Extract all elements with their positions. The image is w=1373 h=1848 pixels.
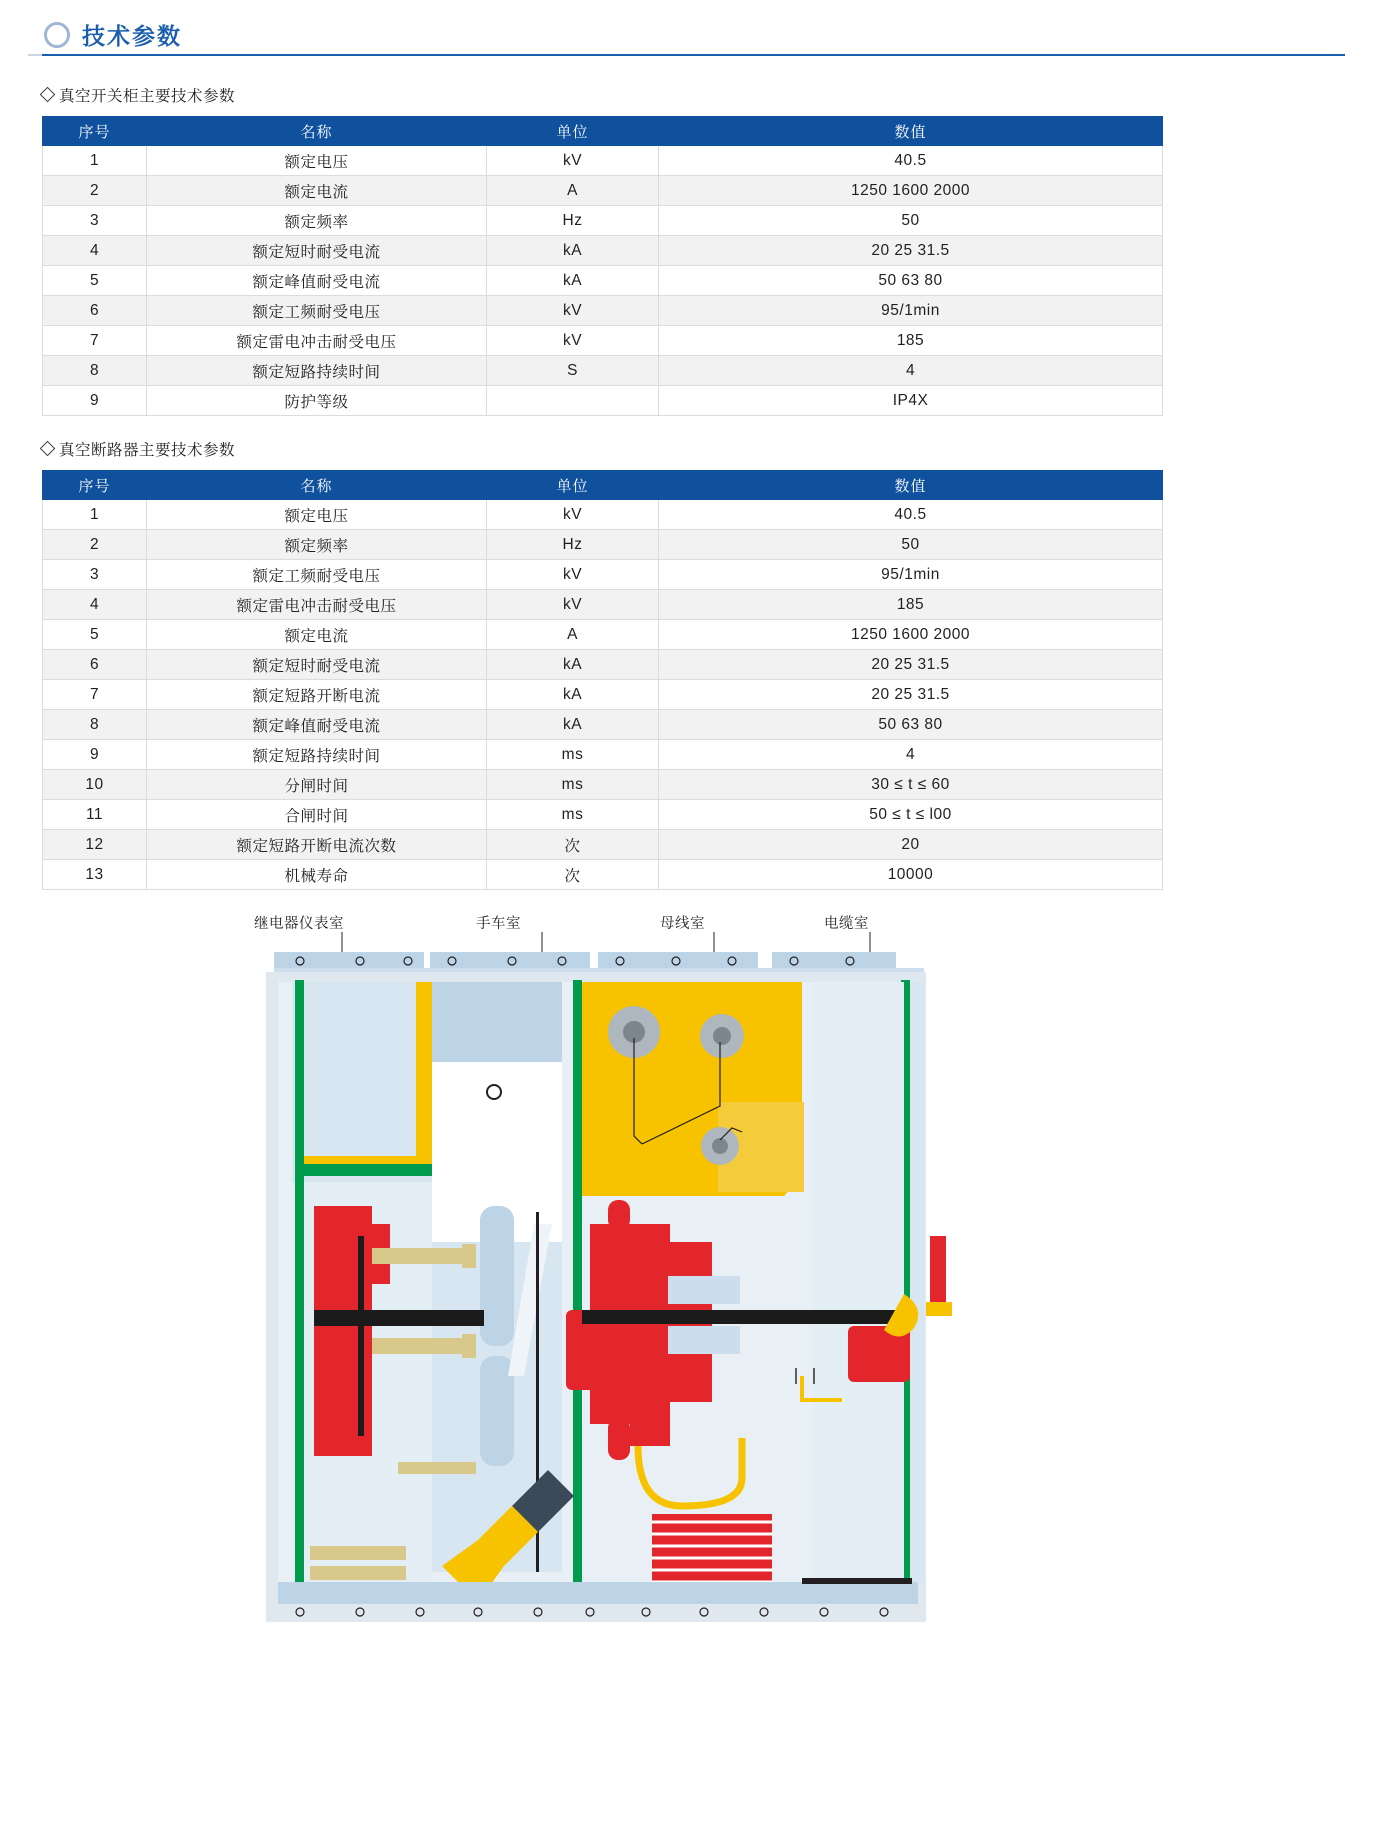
cell-unit: A: [487, 620, 659, 650]
cell-value: 50 63 80: [659, 710, 1163, 740]
cell-unit: ms: [487, 740, 659, 770]
cell-name: 分闸时间: [147, 770, 487, 800]
page-title: 技术参数: [82, 23, 182, 49]
cell-value: 1250 1600 2000: [659, 620, 1163, 650]
cell-value: 50 63 80: [659, 266, 1163, 296]
cell-name: 额定峰值耐受电流: [147, 710, 487, 740]
cell-no: 1: [43, 146, 147, 176]
cell-value: 4: [659, 356, 1163, 386]
column-header-no: 序号: [43, 471, 147, 500]
cabinet-svg: [42, 906, 1162, 1646]
cell-unit: [487, 386, 659, 416]
cell-value: 185: [659, 590, 1163, 620]
cell-unit: ms: [487, 800, 659, 830]
table-row: [43, 830, 1163, 860]
table-row: [43, 500, 1163, 530]
table-row: [43, 770, 1163, 800]
table-row: [43, 296, 1163, 326]
cell-value: 95/1min: [659, 560, 1163, 590]
cell-unit: kA: [487, 710, 659, 740]
cell-unit: Hz: [487, 206, 659, 236]
column-header-value: 数值: [659, 471, 1163, 500]
switchgear-cabinet-cutaway-diagram: [42, 906, 1162, 1646]
cell-name: 额定频率: [147, 206, 487, 236]
section-caption-text: 真空开关柜主要技术参数: [59, 88, 236, 105]
table-row: [43, 710, 1163, 740]
table-row: [43, 356, 1163, 386]
cell-no: 6: [43, 650, 147, 680]
table-row: [43, 206, 1163, 236]
cell-no: 3: [43, 206, 147, 236]
table-row: [43, 680, 1163, 710]
diamond-bullet-icon: [40, 86, 56, 102]
cell-unit: 次: [487, 860, 659, 890]
header-rule: [42, 54, 1345, 56]
cell-unit: kV: [487, 146, 659, 176]
column-header-no: 序号: [43, 117, 147, 146]
cell-value: 20 25 31.5: [659, 236, 1163, 266]
cell-unit: kV: [487, 560, 659, 590]
cell-value: 40.5: [659, 146, 1163, 176]
section-caption-switchgear: [42, 84, 1345, 106]
cell-no: 9: [43, 386, 147, 416]
cell-value: 50: [659, 206, 1163, 236]
table-breaker-specs: [42, 470, 1163, 890]
cell-name: 额定短时耐受电流: [147, 650, 487, 680]
cell-unit: kA: [487, 680, 659, 710]
cell-no: 8: [43, 710, 147, 740]
table-row: [43, 560, 1163, 590]
cell-value: 50 ≤ t ≤ l00: [659, 800, 1163, 830]
cell-no: 5: [43, 620, 147, 650]
cell-unit: kV: [487, 590, 659, 620]
cell-unit: 次: [487, 830, 659, 860]
column-header-value: 数值: [659, 117, 1163, 146]
cell-name: 额定雷电冲击耐受电压: [147, 590, 487, 620]
cell-no: 3: [43, 560, 147, 590]
figure-label-cable-room: 电缆室: [824, 916, 869, 932]
cell-no: 2: [43, 176, 147, 206]
table-row: [43, 650, 1163, 680]
cell-name: 额定工频耐受电压: [147, 296, 487, 326]
cell-name: 额定电压: [147, 500, 487, 530]
cell-name: 额定雷电冲击耐受电压: [147, 326, 487, 356]
table-row: [43, 800, 1163, 830]
cell-no: 13: [43, 860, 147, 890]
cell-no: 4: [43, 590, 147, 620]
table-row: [43, 530, 1163, 560]
cell-name: 额定电流: [147, 176, 487, 206]
cell-unit: Hz: [487, 530, 659, 560]
cell-unit: kV: [487, 296, 659, 326]
table-row: [43, 740, 1163, 770]
table-row: [43, 860, 1163, 890]
section-caption-breaker: [42, 438, 1345, 460]
cell-value: 50: [659, 530, 1163, 560]
cell-no: 7: [43, 326, 147, 356]
cell-value: 20: [659, 830, 1163, 860]
table-row: [43, 266, 1163, 296]
figure-label-relay-room: 继电器仪表室: [254, 916, 344, 932]
table-header-row: [43, 471, 1163, 500]
table-header-row: [43, 117, 1163, 146]
diamond-bullet-icon: [40, 440, 56, 456]
cell-name: 额定电压: [147, 146, 487, 176]
cell-name: 机械寿命: [147, 860, 487, 890]
cell-name: 额定短路开断电流次数: [147, 830, 487, 860]
cell-name: 防护等级: [147, 386, 487, 416]
cell-value: 20 25 31.5: [659, 680, 1163, 710]
cell-name: 额定频率: [147, 530, 487, 560]
cell-name: 合闸时间: [147, 800, 487, 830]
table-row: [43, 326, 1163, 356]
cell-value: 20 25 31.5: [659, 650, 1163, 680]
cell-unit: kV: [487, 326, 659, 356]
cell-unit: kA: [487, 236, 659, 266]
table-row: [43, 146, 1163, 176]
cell-no: 4: [43, 236, 147, 266]
table-row: [43, 176, 1163, 206]
cell-no: 1: [43, 500, 147, 530]
cell-name: 额定短路开断电流: [147, 680, 487, 710]
cell-value: 10000: [659, 860, 1163, 890]
table-row: [43, 236, 1163, 266]
column-header-name: 名称: [147, 471, 487, 500]
cell-unit: ms: [487, 770, 659, 800]
table-row: [43, 590, 1163, 620]
figure-label-busbar-room: 母线室: [660, 916, 705, 932]
cell-no: 10: [43, 770, 147, 800]
cell-value: 95/1min: [659, 296, 1163, 326]
table-switchgear-specs: [42, 116, 1163, 416]
cell-no: 5: [43, 266, 147, 296]
table-row: [43, 620, 1163, 650]
cell-name: 额定短时耐受电流: [147, 236, 487, 266]
cell-no: 6: [43, 296, 147, 326]
cell-no: 11: [43, 800, 147, 830]
column-header-name: 名称: [147, 117, 487, 146]
cell-name: 额定短路持续时间: [147, 740, 487, 770]
cell-value: 40.5: [659, 500, 1163, 530]
cell-value: 185: [659, 326, 1163, 356]
table-row: [43, 386, 1163, 416]
cell-value: 4: [659, 740, 1163, 770]
cell-unit: A: [487, 176, 659, 206]
cell-no: 9: [43, 740, 147, 770]
cell-value: IP4X: [659, 386, 1163, 416]
circle-ring-icon: [44, 22, 70, 48]
cell-unit: S: [487, 356, 659, 386]
figure-label-truck-room: 手车室: [476, 916, 521, 932]
busbar-room: [582, 982, 804, 1196]
cell-no: 8: [43, 356, 147, 386]
cell-unit: kA: [487, 650, 659, 680]
column-header-unit: 单位: [487, 471, 659, 500]
cell-unit: kA: [487, 266, 659, 296]
cell-value: 30 ≤ t ≤ 60: [659, 770, 1163, 800]
cell-name: 额定工频耐受电压: [147, 560, 487, 590]
cell-name: 额定峰值耐受电流: [147, 266, 487, 296]
cell-unit: kV: [487, 500, 659, 530]
cell-no: 12: [43, 830, 147, 860]
cell-no: 2: [43, 530, 147, 560]
cell-value: 1250 1600 2000: [659, 176, 1163, 206]
page-header: [28, 0, 1345, 62]
cell-no: 7: [43, 680, 147, 710]
section-caption-text: 真空断路器主要技术参数: [59, 442, 236, 459]
cell-name: 额定短路持续时间: [147, 356, 487, 386]
column-header-unit: 单位: [487, 117, 659, 146]
cell-name: 额定电流: [147, 620, 487, 650]
